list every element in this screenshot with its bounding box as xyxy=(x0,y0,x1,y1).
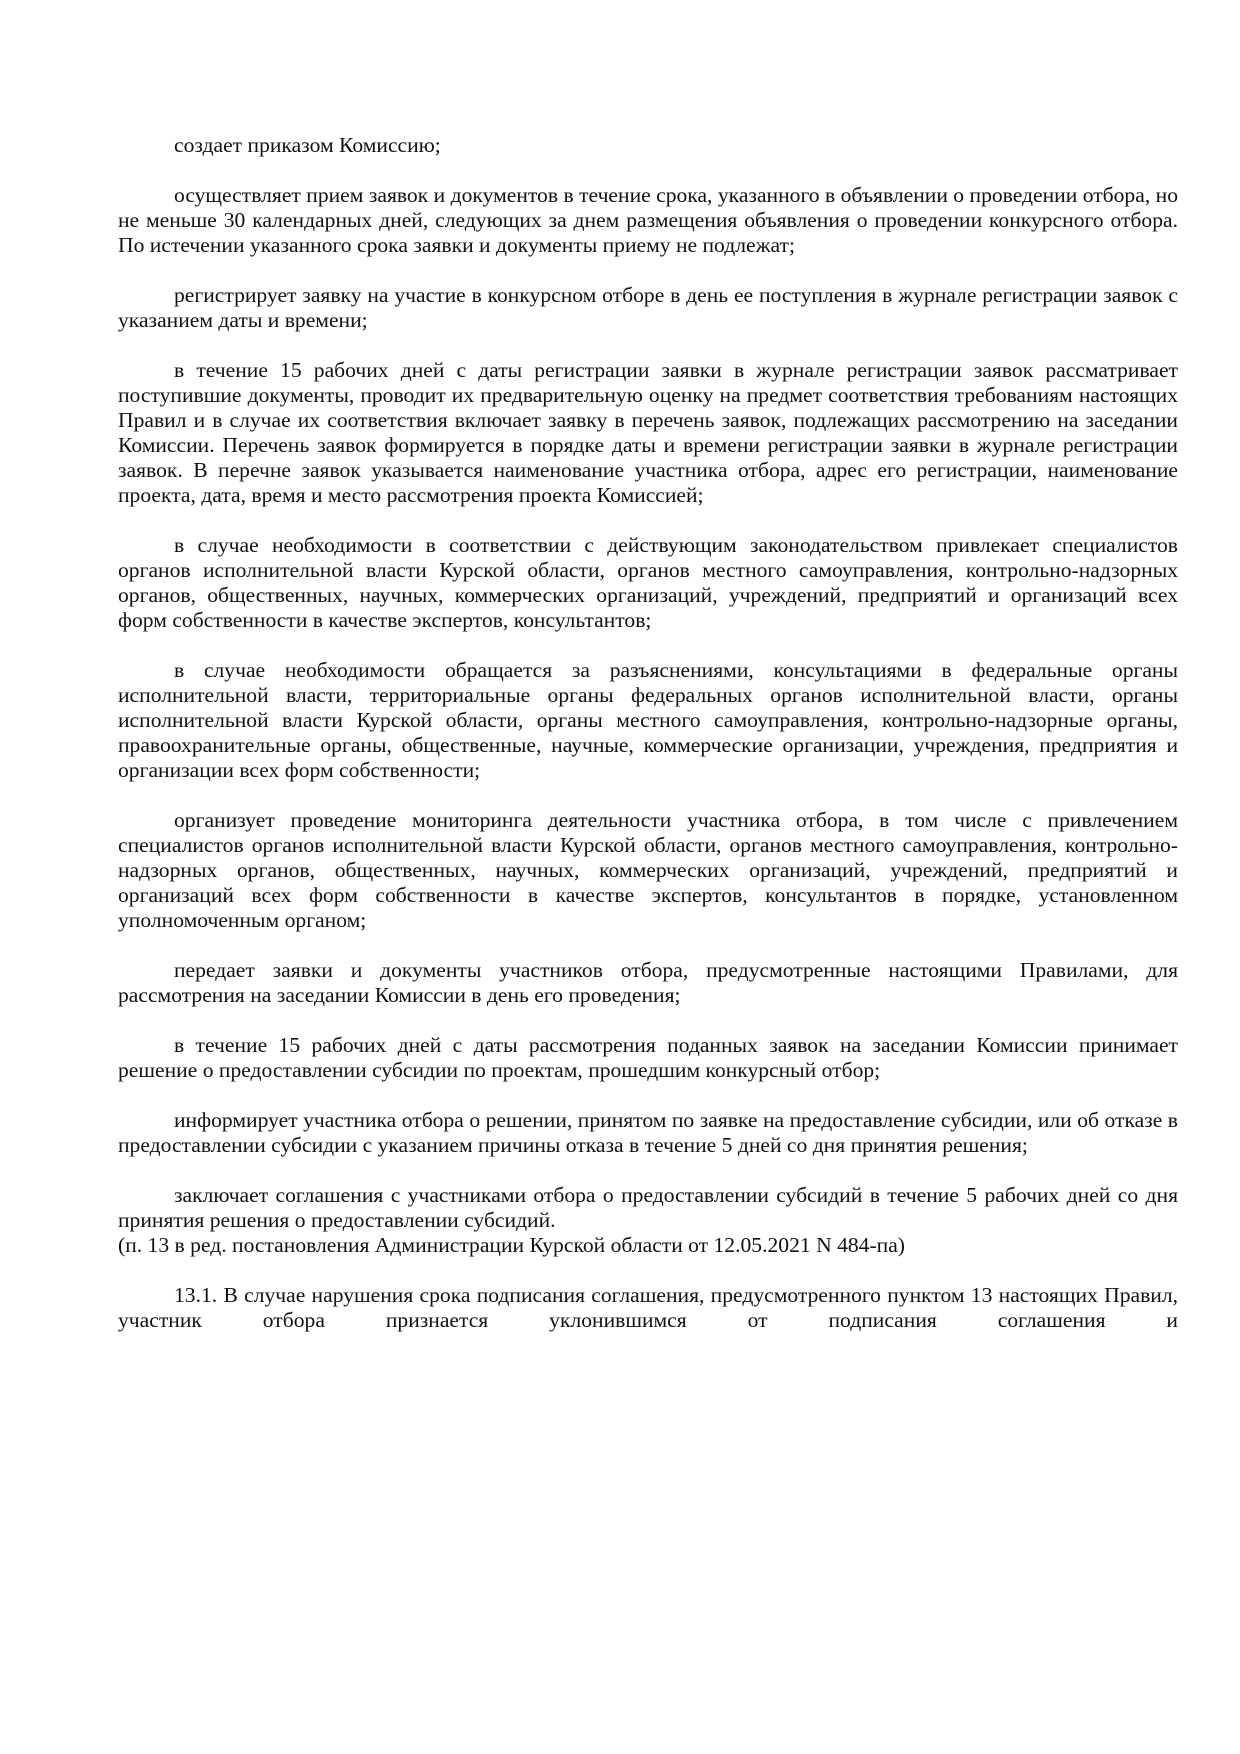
paragraph: в течение 15 рабочих дней с даты регистрации заявки в журнале регистрации заявок рассматривает поступившие документы, проводит их предварительную оценку на предмет соответствия требованиям настоящих Правил и в случае их соответствия включает заявку в перечень заявок, подлежащих рассмотрению на заседании Комиссии. Перечень заявок формируется в порядке даты и времени регистрации заявки в журнале регистрации заявок. В перечне заявок указывается наименование участника отбора, адрес его регистрации, наименование проекта, дата, время и место рассмотрения проекта Комиссией; xyxy=(118,358,1178,507)
paragraph: передает заявки и документы участников отбора, предусмотренные настоящими Правилами, для рассмотрения на заседании Комиссии в день его проведения; xyxy=(118,958,1178,1007)
paragraph: создает приказом Комиссию; xyxy=(174,133,441,157)
paragraph: информирует участника отбора о решении, принятом по заявке на предоставление субсидии, или об отказе в предоставлении субсидии с указанием причины отказа в течение 5 дней со дня принятия решения; xyxy=(118,1108,1178,1157)
document-page xyxy=(118,133,1178,1358)
paragraph: в течение 15 рабочих дней с даты рассмотрения поданных заявок на заседании Комиссии принимает решение о предоставлении субсидии по проектам, прошедшим конкурсный отбор; xyxy=(118,1033,1178,1082)
paragraph: заключает соглашения с участниками отбора о предоставлении субсидий в течение 5 рабочих дней со дня принятия решения о предоставлении субсидий. xyxy=(118,1183,1178,1232)
paragraph-13-1: 13.1. В случае нарушения срока подписания соглашения, предусмотренного пунктом 13 настоящих Правил, участник отбора признается уклонившимся от подписания соглашения и xyxy=(118,1283,1178,1332)
paragraph: в случае необходимости в соответствии с действующим законодательством привлекает специалистов органов исполнительной власти Курской области, органов местного самоуправления, контрольно-надзорных органов, общественных, научных, коммерческих организаций, учреждений, предприятий и организаций всех форм собственности в качестве экспертов, консультантов; xyxy=(118,533,1178,632)
paragraph: в случае необходимости обращается за разъяснениями, консультациями в федеральные органы исполнительной власти, территориальные органы федеральных органов исполнительной власти, органы исполнительной власти Курской области, органы местного самоуправления, контрольно-надзорные органы, правоохранительные органы, общественные, научные, коммерческие организации, учреждения, предприятия и организации всех форм собственности; xyxy=(118,658,1178,782)
paragraph: осуществляет прием заявок и документов в течение срока, указанного в объявлении о проведении отбора, но не меньше 30 календарных дней, следующих за днем размещения объявления о проведении конкурсного отбора. По истечении указанного срока заявки и документы приему не подлежат; xyxy=(118,183,1178,257)
paragraph: регистрирует заявку на участие в конкурсном отборе в день ее поступления в журнале регистрации заявок с указанием даты и времени; xyxy=(118,283,1178,332)
amendment-note: (п. 13 в ред. постановления Администрации Курской области от 12.05.2021 N 484-па) xyxy=(118,1233,905,1257)
paragraph: организует проведение мониторинга деятельности участника отбора, в том числе с привлечением специалистов органов исполнительной власти Курской области, органов местного самоуправления, контрольно-надзорных органов, общественных, научных, коммерческих организаций, учреждений, предприятий и организаций всех форм собственности в качестве экспертов, консультантов в порядке, установленном уполномоченным органом; xyxy=(118,808,1178,932)
